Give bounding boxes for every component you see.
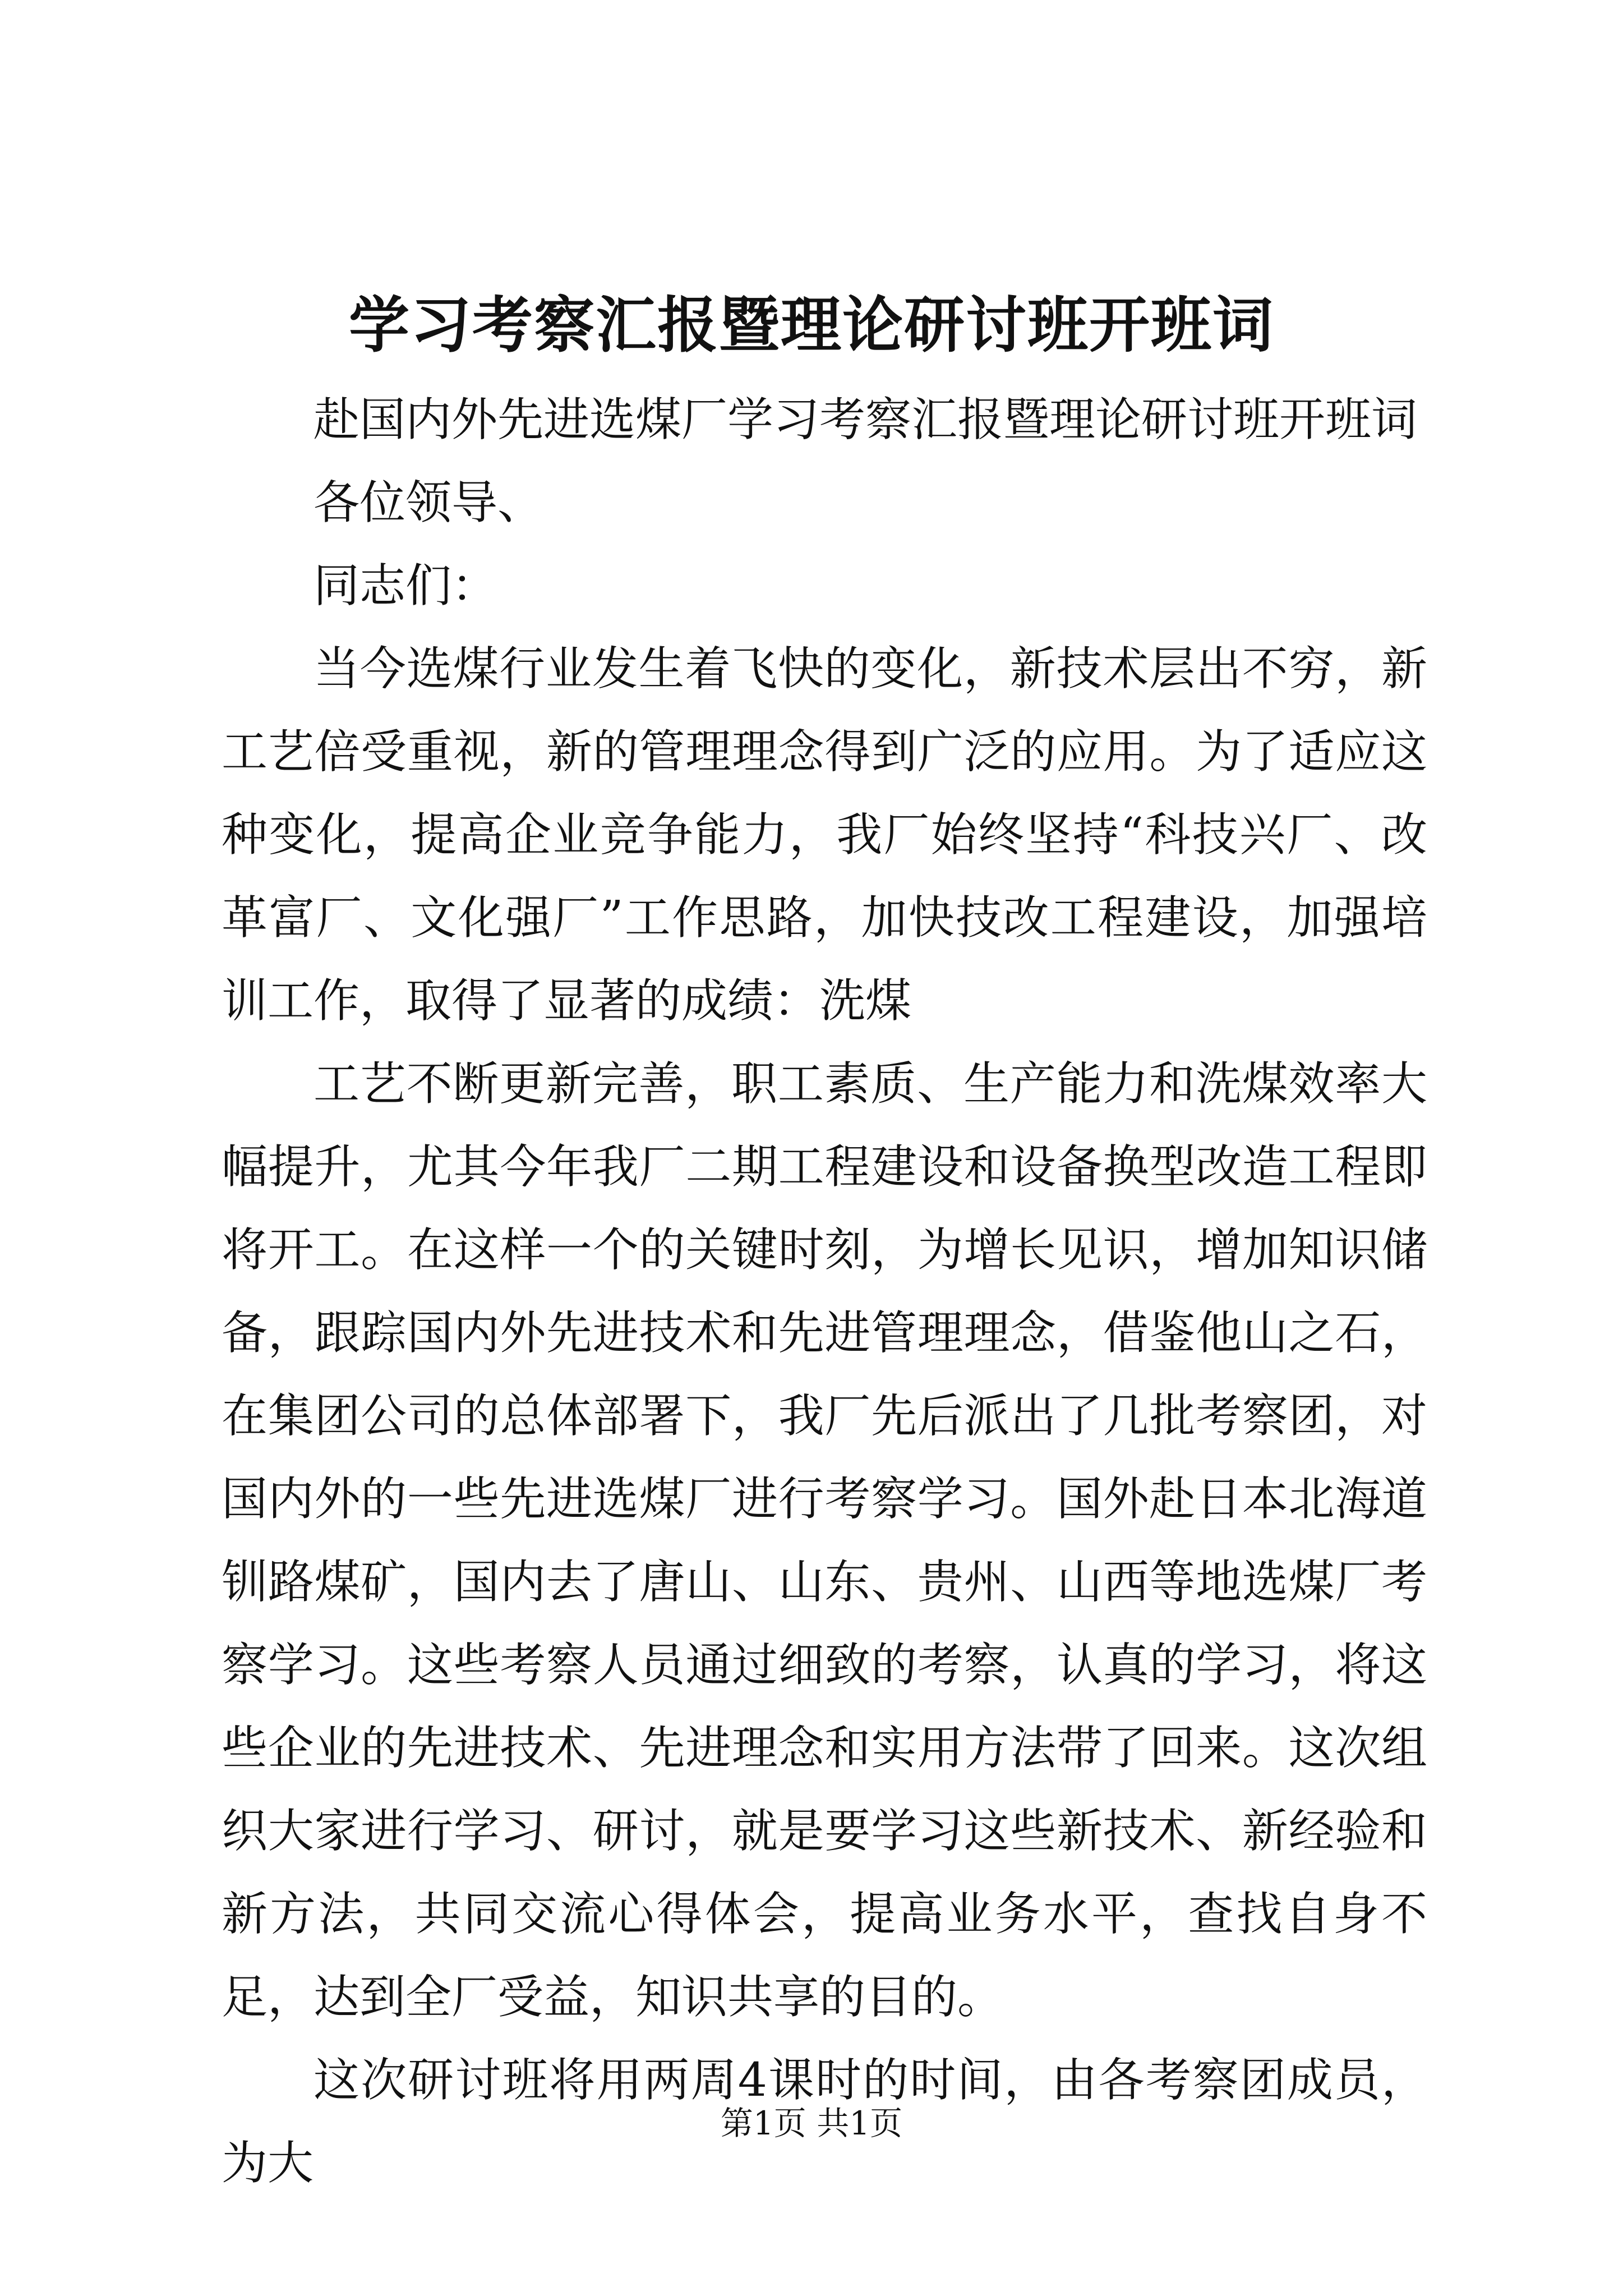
paragraph-3: 这次研讨班将用两周4课时的时间，由各考察团成员，为大 [222,2054,1427,2190]
document-subtitle: 赴国内外先进选煤厂学习考察汇报暨理论研讨班开班词 [313,393,1418,447]
paragraph-1: 当今选煤行业发生着飞快的变化，新技术层出不穷，新工艺倍受重视，新的管理理念得到广泛的应用。为了适应这种变化，提高企业竞争能力，我厂始终坚持“科技兴厂、改革富厂、文化强厂”工作思路，加快技改工程建设，加强培训工作，取得了显著的成绩：洗煤 [222,642,1427,1028]
document-body [222,379,1427,2205]
document-title: 学习考察汇报暨理论研讨班开班词 [348,290,1274,361]
paragraph-2: 工艺不断更新完善，职工素质、生产能力和洗煤效率大幅提升，尤其今年我厂二期工程建设和设备换型改造工程即将开工。在这样一个的关键时刻，为增长见识，增加知识储备，跟踪国内外先进技术和先进管理理念，借鉴他山之石，在集团公司的总体部署下，我厂先后派出了几批考察团，对国内外的一些先进选煤厂进行考察学习。国外赴日本北海道钏路煤矿，国内去了唐山、山东、贵州、山西等地选煤厂考察学习。这些考察人员通过细致的考察，认真的学习，将这些企业的先进技术、先进理念和实用方法带了回来。这次组织大家进行学习、研讨，就是要学习这些新技术、新经验和新方法，共同交流心得体会，提高业务水平，查找自身不足，达到全厂受益，知识共享的目的。 [222,1057,1427,2024]
salutation-leaders: 各位领导、 [313,476,544,530]
salutation-comrades: 同志们： [313,559,498,613]
page-footer: 第1页 共1页 [720,2104,903,2142]
